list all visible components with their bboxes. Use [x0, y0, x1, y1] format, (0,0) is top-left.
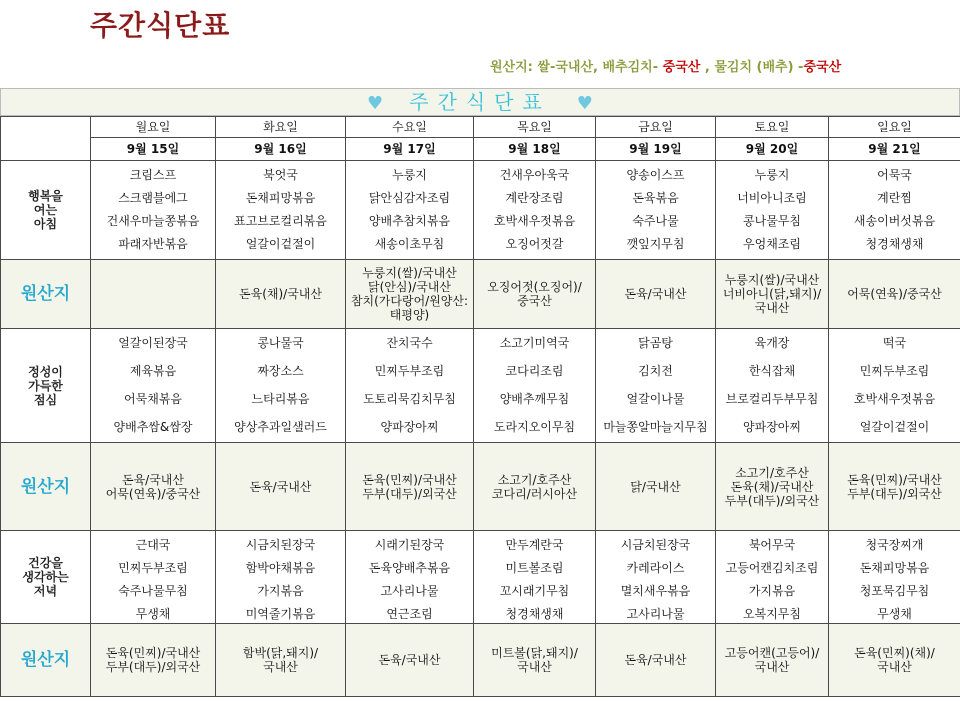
dish-item: 돈채피망볶음	[859, 561, 930, 575]
dish-item: 숙주나물	[632, 214, 679, 228]
dish-item: 마늘쫑알마늘지무침	[603, 420, 708, 434]
origin-cell: 닭/국내산	[596, 443, 716, 531]
dish-item: 너비아니조림	[737, 191, 807, 205]
menu-cell	[716, 329, 829, 443]
menu-cell	[346, 531, 474, 624]
lunch-row	[1, 329, 960, 443]
dish-item: 계란찜	[877, 191, 912, 205]
menu-cell	[829, 329, 960, 443]
day-name-cell: 목요일	[474, 117, 596, 138]
date-cell: 9월 19일	[596, 138, 716, 161]
origin-cell: 미트볼(닭,돼지)/ 국내산	[474, 624, 596, 697]
origin-cell: 돈육/국내산	[596, 260, 716, 329]
dinner-row	[1, 531, 960, 624]
dish-item: 누룽지	[754, 168, 790, 182]
dish-item: 깻잎지무침	[626, 237, 685, 251]
menu-cell	[716, 531, 829, 624]
day-name-cell: 화요일	[216, 117, 346, 138]
menu-cell	[216, 531, 346, 624]
dish-item: 만두계란국	[505, 538, 564, 552]
origin-cell: 소고기/호주산 돈육(채)/국내산 두부(대두)/외국산	[716, 443, 829, 531]
dish-item: 스크램블에그	[118, 191, 188, 205]
menu-cell	[829, 531, 960, 624]
day-name-cell: 일요일	[829, 117, 960, 138]
weekly-menu-banner	[0, 88, 960, 116]
dish-item: 무생채	[135, 607, 171, 621]
breakfast-row	[1, 161, 960, 260]
dish-item: 호박새우젓볶음	[493, 214, 576, 228]
lunch-row-label: 정성이 가득한 점심	[1, 329, 91, 443]
dish-item: 시금치된장국	[620, 538, 691, 552]
dish-item: 근대국	[135, 538, 171, 552]
dish-item: 청포묵김무침	[859, 584, 930, 598]
dish-item: 시래기된장국	[374, 538, 445, 552]
date-cell: 9월 17일	[346, 138, 474, 161]
date-cell: 9월 20일	[716, 138, 829, 161]
origin-note-red-2: 중국산	[803, 60, 842, 75]
dish-item: 파래자반볶음	[118, 237, 188, 251]
dish-item: 청국장찌개	[865, 538, 924, 552]
dish-item: 멸치새우볶음	[620, 584, 691, 598]
dish-item: 호박새우젓볶음	[853, 392, 936, 406]
day-name-row	[1, 117, 960, 138]
dish-item: 양파장아찌	[743, 420, 801, 434]
breakfast-origin-row	[1, 260, 960, 329]
dish-item: 오징어젓갈	[505, 237, 564, 251]
dish-item: 얼갈이된장국	[118, 336, 188, 350]
breakfast-row-label: 행복을 여는 아침	[1, 161, 91, 260]
dish-item: 얼갈이겉절이	[859, 420, 930, 434]
dish-item: 김치전	[638, 364, 673, 378]
menu-cell	[474, 531, 596, 624]
menu-cell	[596, 531, 716, 624]
dish-item: 느타리볶음	[251, 392, 310, 406]
date-cell: 9월 21일	[829, 138, 960, 161]
dish-item: 콩나물무침	[743, 214, 801, 228]
menu-cell	[474, 329, 596, 443]
menu-cell	[216, 161, 346, 260]
dish-item: 민찌두부조림	[118, 561, 188, 575]
dish-item: 계란장조림	[505, 191, 564, 205]
dish-item: 코다리조림	[505, 364, 564, 378]
origin-cell	[91, 260, 216, 329]
dish-item: 도라지오이무침	[493, 420, 576, 434]
dish-item: 닭곰탕	[638, 336, 673, 350]
menu-cell	[216, 329, 346, 443]
rice-kimchi-origin-note	[490, 56, 841, 75]
dish-item: 카레라이스	[626, 561, 685, 575]
dish-item: 민찌두부조림	[859, 364, 930, 378]
menu-cell	[346, 161, 474, 260]
dish-item: 양상추과일샐러드	[234, 420, 327, 434]
day-name-cell: 월요일	[91, 117, 216, 138]
origin-cell: 함박(닭,돼지)/ 국내산	[216, 624, 346, 697]
origin-note-prefix: 원산지: 쌀-국내산, 배추김치-	[490, 60, 663, 75]
dish-item: 브로컬리두부무침	[725, 392, 819, 406]
dish-item: 가지볶음	[257, 584, 304, 598]
dish-item: 떡국	[882, 336, 907, 350]
dish-item: 얼갈이겉절이	[245, 237, 316, 251]
heart-icon: ♥	[367, 93, 384, 114]
dish-item: 양송이스프	[626, 168, 685, 182]
dish-item: 콩나물국	[257, 336, 304, 350]
dish-item: 어묵채볶음	[124, 392, 182, 406]
banner-title: 주간식단표	[409, 90, 551, 114]
menu-cell	[346, 329, 474, 443]
dish-item: 우엉채조림	[743, 237, 801, 251]
dish-item: 잔치국수	[386, 336, 433, 350]
dish-item: 어묵국	[877, 168, 912, 182]
dish-item: 한식잡채	[748, 364, 796, 378]
dish-item: 시금치된장국	[245, 538, 316, 552]
day-name-cell: 금요일	[596, 117, 716, 138]
dish-item: 누룽지	[392, 168, 427, 182]
dish-item: 소고기미역국	[499, 336, 570, 350]
day-name-cell: 수요일	[346, 117, 474, 138]
origin-note-mid: , 물김치 (배추) -	[700, 60, 804, 75]
heart-icon: ♥	[576, 93, 593, 114]
dish-item: 오복지무침	[743, 607, 801, 621]
dish-item: 돈육볶음	[632, 191, 679, 205]
dish-item: 함박야채볶음	[245, 561, 316, 575]
dish-item: 양배추쌈&쌈장	[113, 420, 193, 434]
day-name-cell: 토요일	[716, 117, 829, 138]
dish-item: 돈육양배추볶음	[368, 561, 451, 575]
date-row	[1, 138, 960, 161]
dinner-origin-row	[1, 624, 960, 697]
menu-cell	[829, 161, 960, 260]
origin-cell: 돈육(민찌)/국내산 두부(대두)/외국산	[91, 624, 216, 697]
menu-cell	[716, 161, 829, 260]
dish-item: 얼갈이나물	[626, 392, 685, 406]
origin-cell: 돈육/국내산	[346, 624, 474, 697]
origin-cell: 소고기/호주산 코다리/러시아산	[474, 443, 596, 531]
origin-cell: 돈육(채)/국내산	[216, 260, 346, 329]
origin-label: 원산지	[1, 443, 91, 531]
origin-cell: 누룽지(쌀)/국내산 닭(안심)/국내산 참치(가다랑어/원양산: 태평양)	[346, 260, 474, 329]
origin-cell: 돈육/국내산	[596, 624, 716, 697]
dish-item: 양배추참치볶음	[368, 214, 451, 228]
dish-item: 무생채	[877, 607, 912, 621]
lunch-origin-row	[1, 443, 960, 531]
menu-cell	[596, 329, 716, 443]
dish-item: 미역줄기볶음	[245, 607, 316, 621]
origin-cell: 돈육(민찌)(채)/ 국내산	[829, 624, 960, 697]
origin-cell: 돈육/국내산 어묵(연육)/중국산	[91, 443, 216, 531]
dish-item: 고사리나물	[380, 584, 439, 598]
origin-label: 원산지	[1, 260, 91, 329]
dish-item: 미트볼조림	[505, 561, 564, 575]
dish-item: 북어무국	[748, 538, 796, 552]
dish-item: 제육볶음	[129, 364, 177, 378]
page-title: 주간식단표	[90, 9, 231, 42]
origin-note-red-1: 중국산	[662, 60, 701, 75]
dish-item: 새송이버섯볶음	[853, 214, 936, 228]
date-cell: 9월 16일	[216, 138, 346, 161]
dish-item: 꼬시래기무침	[499, 584, 570, 598]
origin-cell: 어묵(연육)/중국산	[829, 260, 960, 329]
dish-item: 양배추깨무침	[499, 392, 570, 406]
dish-item: 표고브로컬리볶음	[234, 214, 327, 228]
menu-cell	[596, 161, 716, 260]
origin-cell: 돈육(민찌)/국내산 두부(대두)/외국산	[829, 443, 960, 531]
menu-cell	[91, 161, 216, 260]
weekly-menu-table	[0, 116, 960, 697]
dish-item: 청경채생채	[865, 237, 924, 251]
origin-cell: 돈육(민찌)/국내산 두부(대두)/외국산	[346, 443, 474, 531]
dish-item: 청경채생채	[505, 607, 564, 621]
dish-item: 연근조림	[386, 607, 433, 621]
origin-cell: 누룽지(쌀)/국내산 너비아니(닭,돼지)/ 국내산	[716, 260, 829, 329]
dish-item: 육개장	[754, 336, 790, 350]
dish-item: 민찌두부조림	[374, 364, 445, 378]
dish-item: 크림스프	[129, 168, 177, 182]
menu-cell	[474, 161, 596, 260]
dish-item: 고사리나물	[626, 607, 685, 621]
dish-item: 돈채피망볶음	[245, 191, 316, 205]
header-corner-cell	[1, 117, 91, 161]
menu-cell	[91, 531, 216, 624]
dish-item: 북엇국	[263, 168, 298, 182]
dish-item: 가지볶음	[748, 584, 796, 598]
origin-cell: 고등어캔(고등어)/ 국내산	[716, 624, 829, 697]
origin-cell: 돈육/국내산	[216, 443, 346, 531]
dish-item: 닭안심감자조림	[368, 191, 451, 205]
dish-item: 숙주나물무침	[118, 584, 188, 598]
dinner-row-label: 건강을 생각하는 저녁	[1, 531, 91, 624]
dish-item: 건새우아욱국	[499, 168, 570, 182]
dish-item: 고등어캔김치조림	[725, 561, 819, 575]
origin-label: 원산지	[1, 624, 91, 697]
dish-item: 건새우마늘쫑볶음	[106, 214, 200, 228]
dish-item: 짜장소스	[257, 364, 304, 378]
date-cell: 9월 18일	[474, 138, 596, 161]
dish-item: 새송이초무침	[374, 237, 445, 251]
date-cell: 9월 15일	[91, 138, 216, 161]
origin-cell: 오징어젓(오징어)/ 중국산	[474, 260, 596, 329]
menu-cell	[91, 329, 216, 443]
dish-item: 도토리묵김치무침	[363, 392, 456, 406]
dish-item: 양파장아찌	[380, 420, 439, 434]
